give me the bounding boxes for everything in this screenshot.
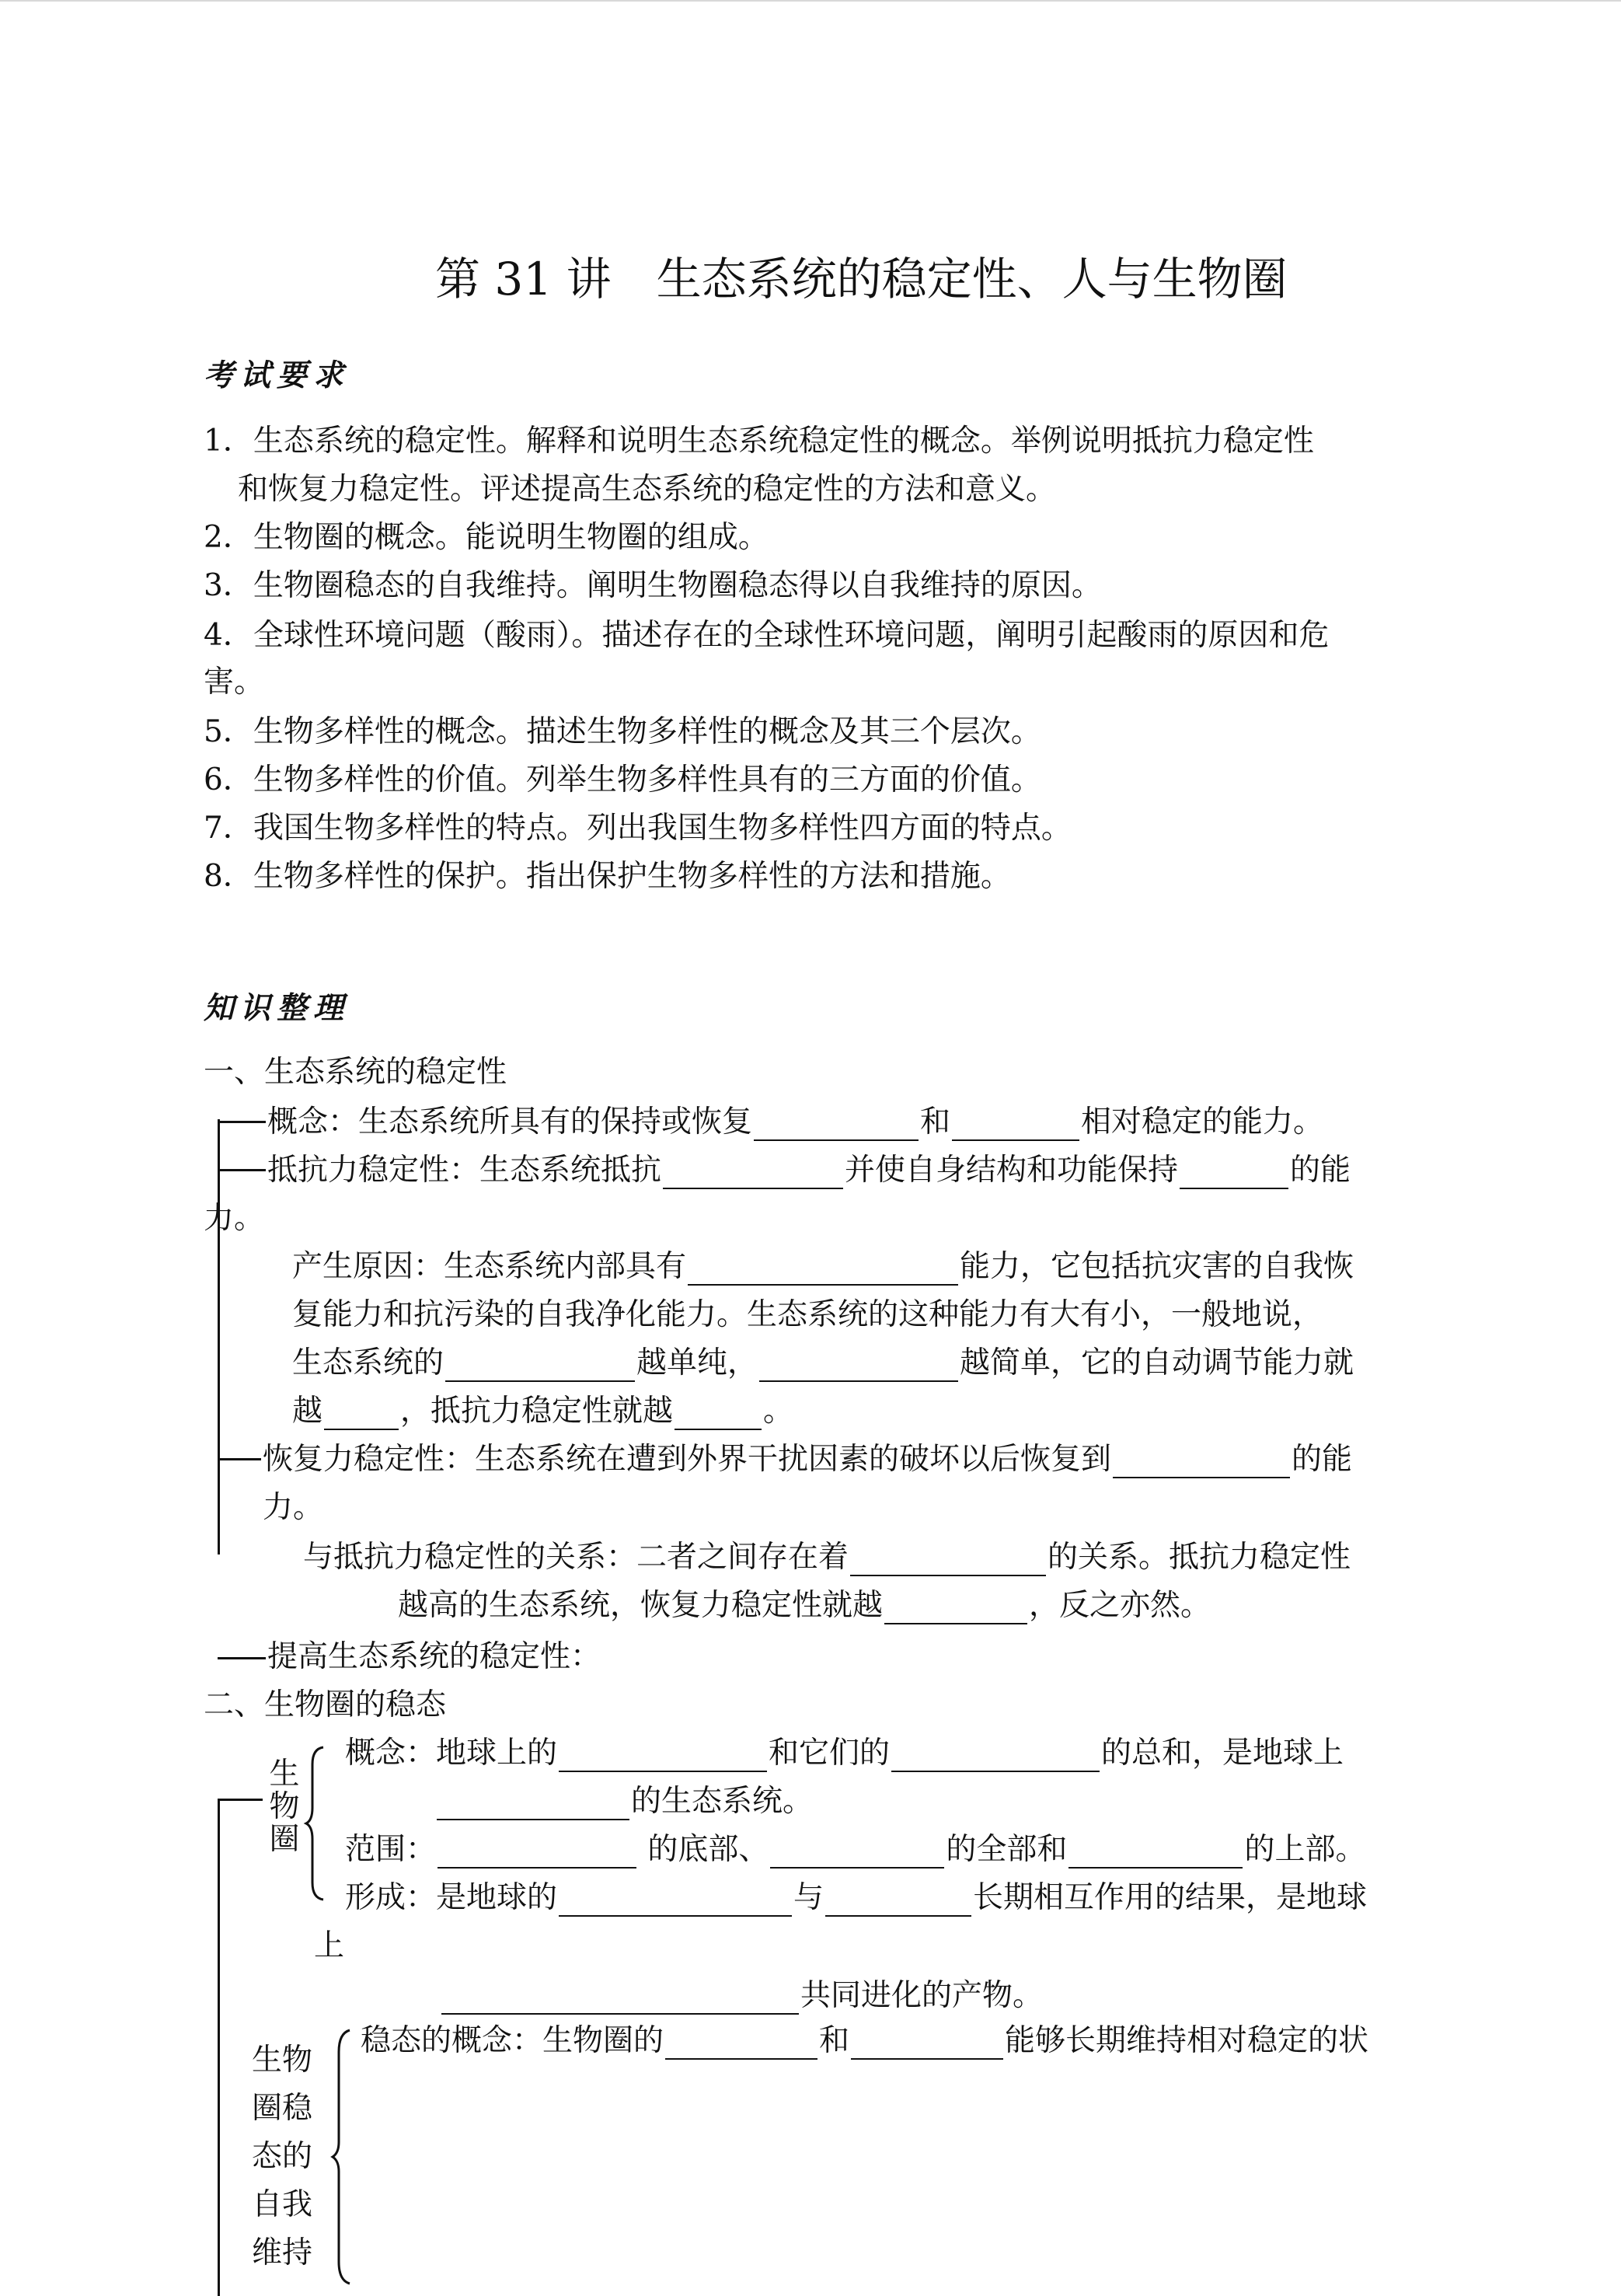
biosphere-formation-line-2: 上 bbox=[314, 1928, 345, 1963]
section-heading-knowledge: 知识整理 bbox=[204, 990, 350, 1026]
blank[interactable] bbox=[663, 1157, 843, 1189]
cause-line-1: 产生原因：生态系统内部具有 能力，它包括抗灾害的自我恢 bbox=[292, 1249, 1354, 1284]
part2-tree-line bbox=[218, 1799, 220, 2296]
biosphere-range-line: 范围： 的底部、 的全部和 的上部。 bbox=[345, 1832, 1366, 1867]
blank[interactable] bbox=[445, 1349, 635, 1382]
blank[interactable] bbox=[759, 1349, 958, 1382]
cause-line-3: 生态系统的 越单纯， 越简单，它的自动调节能力就 bbox=[292, 1345, 1354, 1380]
part1-tree-line bbox=[218, 1119, 220, 1555]
stability-concept-line: 概念：生态系统所具有的保持或恢复 和 相对稳定的能力。 bbox=[267, 1104, 1324, 1139]
requirement-3: 3．生物圈稳态的自我维持。阐明生物圈稳态得以自我维持的原因。 bbox=[204, 568, 1102, 603]
requirement-2: 2．生物圈的概念。能说明生物圈的组成。 bbox=[204, 520, 769, 555]
biosphere-formation-line-3: 共同进化的产物。 bbox=[440, 1977, 1043, 2015]
blank[interactable] bbox=[559, 1884, 792, 1917]
part1-branch-recover bbox=[218, 1458, 261, 1460]
blank[interactable] bbox=[1113, 1446, 1290, 1478]
blank[interactable] bbox=[437, 1788, 629, 1820]
blank[interactable] bbox=[559, 1739, 767, 1772]
blank[interactable] bbox=[1068, 1836, 1243, 1869]
blank[interactable] bbox=[675, 1397, 762, 1430]
blank[interactable] bbox=[952, 1108, 1079, 1141]
blank[interactable] bbox=[754, 1108, 919, 1141]
blank[interactable] bbox=[441, 1982, 799, 2015]
blank[interactable] bbox=[437, 1836, 636, 1869]
section-heading-exam-requirements: 考试要求 bbox=[204, 358, 350, 393]
requirement-6: 6．生物多样性的价值。列举生物多样性具有的三方面的价值。 bbox=[204, 762, 1041, 797]
biosphere-label-char: 物 bbox=[269, 1789, 300, 1824]
requirement-4-cont: 害。 bbox=[204, 665, 265, 700]
biosphere-concept-line-1: 概念：地球上的 和它们的 的总和，是地球上 bbox=[345, 1736, 1344, 1771]
blank[interactable] bbox=[851, 2027, 1003, 2060]
page-top-border bbox=[0, 0, 1621, 2]
stable-concept-line: 稳态的概念：生物圈的 和 能够长期维持相对稳定的状 bbox=[361, 2023, 1369, 2058]
relation-line-2: 越高的生态系统，恢复力稳定性就越 ，反之亦然。 bbox=[398, 1588, 1211, 1623]
blank[interactable] bbox=[688, 1253, 958, 1286]
blank[interactable] bbox=[825, 1884, 971, 1917]
requirement-8: 8．生物多样性的保护。指出保护生物多样性的方法和措施。 bbox=[204, 859, 1011, 894]
part1-branch-improve bbox=[218, 1657, 266, 1659]
biosphere-label-char: 生 bbox=[269, 1757, 300, 1792]
part2-branch-biosphere bbox=[218, 1799, 263, 1801]
resistance-stability-cont: 力。 bbox=[204, 1201, 265, 1236]
biosphere-concept-line-2: 的生态系统。 bbox=[435, 1783, 813, 1820]
recovery-stability-cont: 力。 bbox=[263, 1490, 324, 1525]
requirement-7: 7．我国生物多样性的特点。列出我国生物多样性四方面的特点。 bbox=[204, 811, 1072, 846]
cause-line-2: 复能力和抗污染的自我净化能力。生态系统的这种能力有大有小，一般地说， bbox=[292, 1297, 1323, 1332]
blank[interactable] bbox=[850, 1544, 1046, 1576]
blank[interactable] bbox=[891, 1739, 1100, 1772]
page-title: 第 31 讲 生态系统的稳定性、人与生物圈 bbox=[435, 253, 1288, 305]
blank[interactable] bbox=[884, 1592, 1027, 1624]
part1-branch-concept bbox=[218, 1121, 266, 1123]
part1-heading: 一、生态系统的稳定性 bbox=[204, 1055, 507, 1090]
cause-line-4: 越 ，抵抗力稳定性就越 。 bbox=[292, 1394, 794, 1429]
blank[interactable] bbox=[665, 2027, 817, 2060]
biosphere-brace bbox=[305, 1746, 328, 1901]
biosphere-label-char: 圈 bbox=[269, 1822, 300, 1857]
recovery-stability-line: 恢复力稳定性：生态系统在遭到外界干扰因素的破坏以后恢复到 的能 bbox=[263, 1442, 1353, 1477]
relation-line-1: 与抵抗力稳定性的关系：二者之间存在着 的关系。抵抗力稳定性 bbox=[303, 1540, 1351, 1575]
resistance-stability-line: 抵抗力稳定性：生态系统抵抗 并使自身结构和功能保持 的能 bbox=[267, 1153, 1351, 1188]
stable-brace bbox=[331, 2029, 354, 2285]
requirement-1-cont: 和恢复力稳定性。评述提高生态系统的稳定性的方法和意义。 bbox=[238, 472, 1057, 507]
requirement-5: 5．生物多样性的概念。描述生物多样性的概念及其三个层次。 bbox=[204, 714, 1041, 749]
requirement-4: 4．全球性环境问题（酸雨）。描述存在的全球性环境问题，阐明引起酸雨的原因和危 bbox=[204, 618, 1330, 653]
stable-self-maintenance-label: 生物 圈稳 态的 自我 维持 bbox=[251, 2043, 312, 2270]
blank[interactable] bbox=[770, 1836, 944, 1869]
biosphere-formation-line-1: 形成：是地球的 与 长期相互作用的结果，是地球 bbox=[345, 1880, 1368, 1915]
part2-heading: 二、生物圈的稳态 bbox=[204, 1687, 447, 1722]
blank[interactable] bbox=[324, 1397, 399, 1430]
blank[interactable] bbox=[1180, 1157, 1288, 1189]
improve-stability-line: 提高生态系统的稳定性： bbox=[267, 1639, 601, 1674]
part1-branch-resist bbox=[218, 1169, 266, 1171]
requirement-1: 1．生态系统的稳定性。解释和说明生态系统稳定性的概念。举例说明抵抗力稳定性 bbox=[204, 424, 1314, 459]
